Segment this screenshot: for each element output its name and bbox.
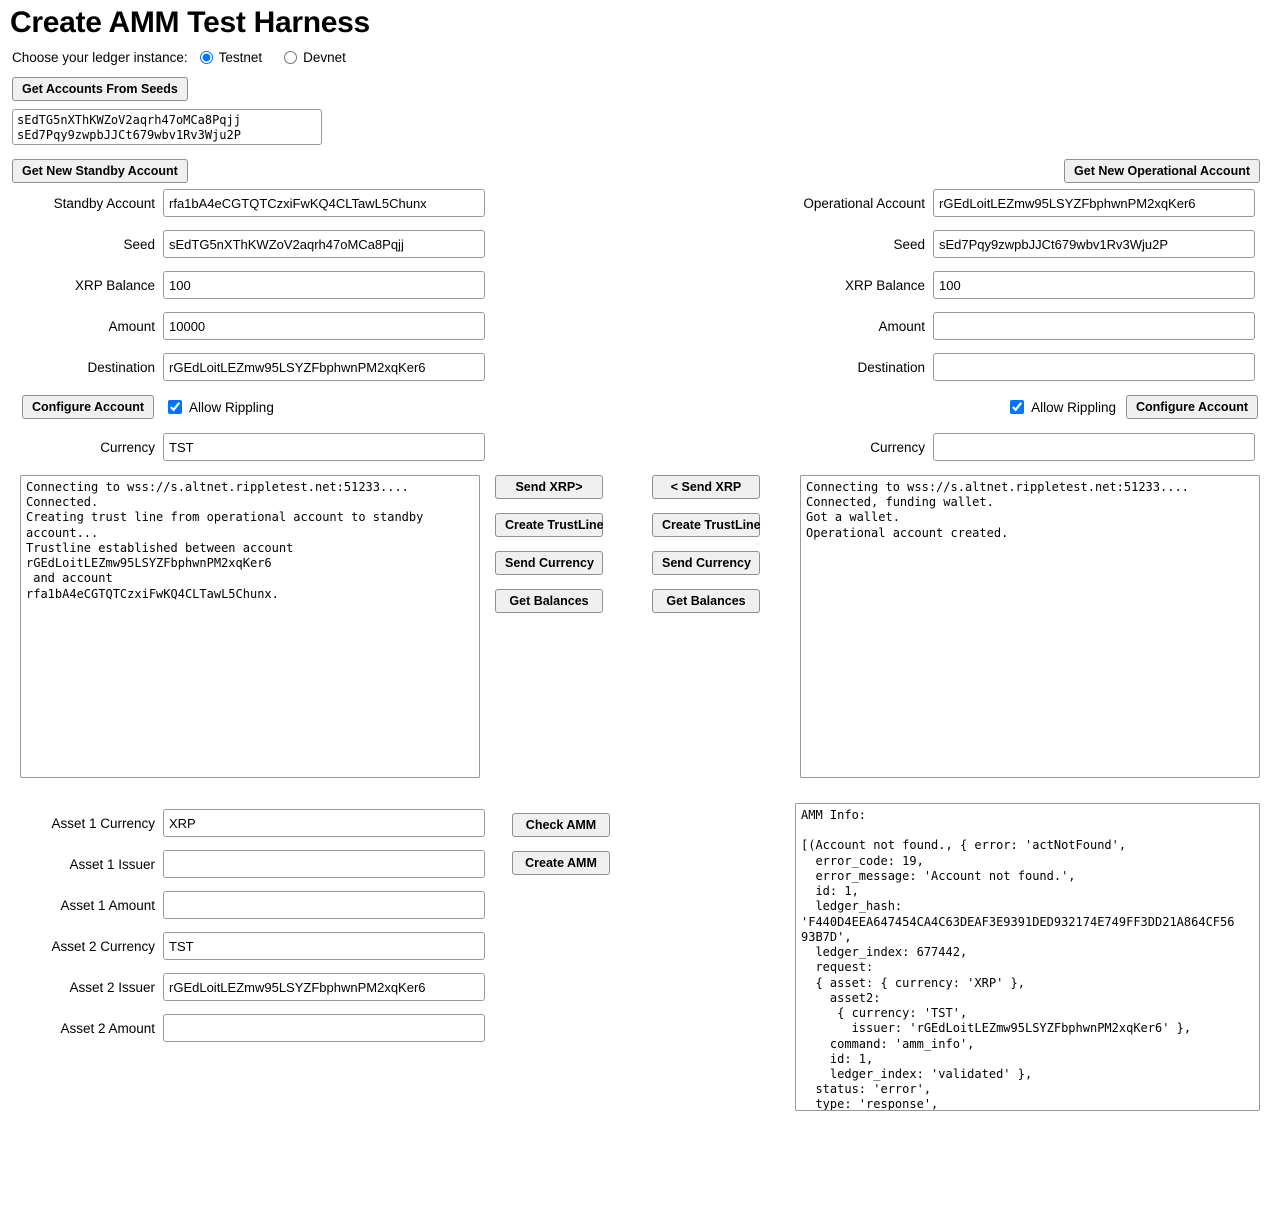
- radio-devnet[interactable]: [284, 50, 346, 65]
- get-balances-row: [495, 589, 760, 613]
- operational-destination-label: Destination: [857, 359, 925, 375]
- standby-seed-row: [12, 230, 502, 258]
- asset2-issuer-row: [12, 973, 502, 1001]
- standby-seed-input[interactable]: [163, 230, 485, 258]
- operational-log-textarea[interactable]: [800, 475, 1260, 778]
- operational-destination-row: [745, 353, 1260, 381]
- standby-allow-rippling-checkbox[interactable]: [168, 400, 182, 414]
- check-amm-button[interactable]: Check AMM: [512, 813, 610, 837]
- operational-allow-rippling[interactable]: [1010, 400, 1116, 415]
- standby-destination-label: Destination: [87, 359, 155, 375]
- send-currency-row: [495, 551, 760, 575]
- radio-testnet-label: Testnet: [218, 50, 263, 65]
- asset-fields: [12, 809, 502, 1055]
- asset2-currency-input[interactable]: [163, 932, 485, 960]
- operational-configure-account-button[interactable]: Configure Account: [1126, 395, 1258, 419]
- asset1-currency-label: Asset 1 Currency: [51, 815, 155, 831]
- operational-currency-row: [745, 433, 1260, 461]
- send-xrp-left-button[interactable]: < Send XRP: [652, 475, 760, 499]
- standby-currency-input[interactable]: [163, 433, 485, 461]
- operational-get-balances-button[interactable]: Get Balances: [652, 589, 760, 613]
- asset1-currency-input[interactable]: [163, 809, 485, 837]
- standby-xrp-balance-input[interactable]: [163, 271, 485, 299]
- operational-xrp-balance-row: [745, 271, 1260, 299]
- standby-send-currency-button[interactable]: Send Currency: [495, 551, 603, 575]
- operational-account-column: [745, 159, 1260, 474]
- send-xrp-right-button[interactable]: Send XRP>: [495, 475, 603, 499]
- standby-amount-input[interactable]: [163, 312, 485, 340]
- operational-amount-row: [745, 312, 1260, 340]
- asset2-amount-row: [12, 1014, 502, 1042]
- seeds-textarea[interactable]: [12, 109, 322, 145]
- get-new-standby-account-button[interactable]: Get New Standby Account: [12, 159, 188, 183]
- asset2-issuer-label: Asset 2 Issuer: [69, 979, 155, 995]
- radio-devnet-label: Devnet: [303, 50, 346, 65]
- asset2-currency-row: [12, 932, 502, 960]
- get-accounts-from-seeds-button[interactable]: Get Accounts From Seeds: [12, 77, 188, 101]
- standby-account-row: [12, 189, 502, 217]
- asset1-issuer-input[interactable]: [163, 850, 485, 878]
- ledger-instance-row: [12, 50, 1274, 65]
- operational-destination-input[interactable]: [933, 353, 1255, 381]
- asset1-issuer-label: Asset 1 Issuer: [69, 856, 155, 872]
- asset1-amount-label: Asset 1 Amount: [60, 897, 155, 913]
- operational-create-trustline-button[interactable]: Create TrustLine: [652, 513, 760, 537]
- standby-currency-label: Currency: [100, 439, 155, 455]
- standby-account-input[interactable]: [163, 189, 485, 217]
- asset1-issuer-row: [12, 850, 502, 878]
- mid-action-buttons: [495, 475, 775, 627]
- operational-configure-row: [745, 394, 1260, 420]
- amm-info-textarea[interactable]: [795, 803, 1260, 1111]
- standby-account-column: [12, 159, 502, 474]
- operational-xrp-balance-input[interactable]: [933, 271, 1255, 299]
- radio-devnet-input[interactable]: [284, 51, 297, 64]
- standby-xrp-balance-row: [12, 271, 502, 299]
- standby-account-label: Standby Account: [53, 195, 155, 211]
- operational-allow-rippling-label: Allow Rippling: [1031, 399, 1116, 415]
- operational-account-label: Operational Account: [803, 195, 925, 211]
- asset2-currency-label: Asset 2 Currency: [51, 938, 155, 954]
- send-xrp-row: [495, 475, 760, 499]
- standby-currency-row: [12, 433, 502, 461]
- standby-seed-label: Seed: [123, 236, 155, 252]
- get-new-operational-account-button[interactable]: Get New Operational Account: [1064, 159, 1260, 183]
- radio-testnet-input[interactable]: [200, 51, 213, 64]
- asset1-amount-row: [12, 891, 502, 919]
- operational-seed-input[interactable]: [933, 230, 1255, 258]
- ledger-instance-label: Choose your ledger instance:: [12, 50, 188, 65]
- standby-amount-label: Amount: [108, 318, 155, 334]
- operational-currency-input[interactable]: [933, 433, 1255, 461]
- operational-xrp-balance-label: XRP Balance: [844, 277, 925, 293]
- operational-amount-label: Amount: [878, 318, 925, 334]
- operational-account-input[interactable]: [933, 189, 1255, 217]
- operational-amount-input[interactable]: [933, 312, 1255, 340]
- standby-allow-rippling-label: Allow Rippling: [189, 399, 274, 415]
- standby-get-balances-button[interactable]: Get Balances: [495, 589, 603, 613]
- operational-allow-rippling-checkbox[interactable]: [1010, 400, 1024, 414]
- create-amm-button[interactable]: Create AMM: [512, 851, 610, 875]
- standby-amount-row: [12, 312, 502, 340]
- operational-seed-row: [745, 230, 1260, 258]
- asset2-amount-label: Asset 2 Amount: [60, 1020, 155, 1036]
- standby-destination-row: [12, 353, 502, 381]
- create-trustline-row: [495, 513, 760, 537]
- amm-action-buttons: [512, 813, 610, 889]
- standby-configure-account-button[interactable]: Configure Account: [22, 395, 154, 419]
- operational-send-currency-button[interactable]: Send Currency: [652, 551, 760, 575]
- standby-log-textarea[interactable]: [20, 475, 480, 778]
- standby-xrp-balance-label: XRP Balance: [74, 277, 155, 293]
- asset2-amount-input[interactable]: [163, 1014, 485, 1042]
- amm-info-panel: [795, 803, 1260, 1111]
- standby-allow-rippling[interactable]: [168, 400, 274, 415]
- radio-testnet[interactable]: [200, 50, 263, 65]
- asset1-amount-input[interactable]: [163, 891, 485, 919]
- standby-create-trustline-button[interactable]: Create TrustLine: [495, 513, 603, 537]
- standby-destination-input[interactable]: [163, 353, 485, 381]
- standby-configure-row: [12, 394, 502, 420]
- operational-account-row: [745, 189, 1260, 217]
- operational-currency-label: Currency: [870, 439, 925, 455]
- operational-seed-label: Seed: [893, 236, 925, 252]
- asset2-issuer-input[interactable]: [163, 973, 485, 1001]
- asset1-currency-row: [12, 809, 502, 837]
- page-title: Create AMM Test Harness: [10, 6, 370, 39]
